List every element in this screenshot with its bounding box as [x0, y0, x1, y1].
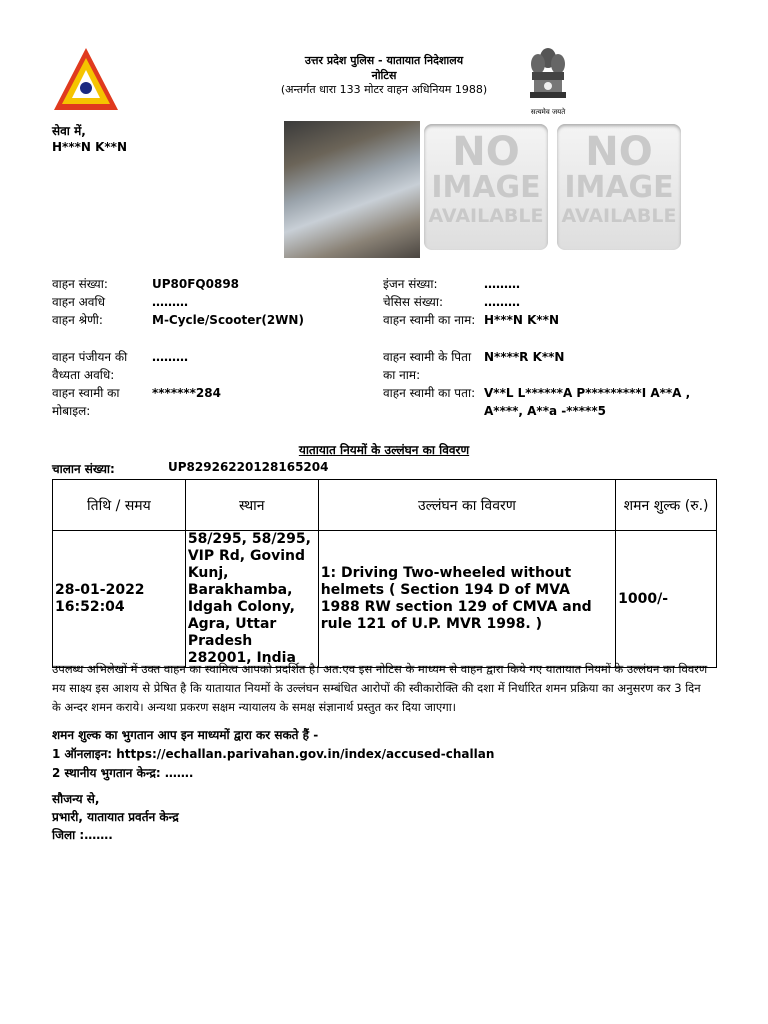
- payment-local-centre: 2 स्थानीय भुगतान केन्द्र: …….: [52, 766, 194, 780]
- value-chassis-number: ………: [484, 295, 520, 309]
- challan-number: UP82926220128165204: [168, 460, 329, 474]
- national-emblem: [526, 44, 570, 118]
- recipient-name: H***N K**N: [52, 140, 127, 154]
- value-engine-number: ………: [484, 277, 520, 291]
- officer-title: प्रभारी, यातायात प्रवर्तन केन्द्र: [52, 810, 179, 824]
- no-image-placeholder-2: NO IMAGE AVAILABLE: [557, 124, 681, 250]
- notice-paragraph: उपलब्ध अभिलेखों में उक्त वाहन का स्वामित्व आपको प्रदर्शित है। अत:एव इस नोटिस के माध्यम से वाहन द्वारा किये गए यातायात नियमों के उल्लंघन का विवरण मय साक्ष्य इस आशय से प्रेषित है कि यातायात नियमों के उल्लंघन सम्बंधित आरोपों की स्वीकारोक्ति की दशा में निर्धारित शमन प्रक्रिया का अनुसरण कर 3 दिन के अन्दर शमन कराये। अन्यथा प्रकरण सक्षम न्यायालय के समक्ष संज्ञानार्थ प्रस्तुत कर दिया जाएगा।: [52, 662, 708, 714]
- header-act: (अन्तर्गत धारा 133 मोटर वाहन अधिनियम 1988): [280, 83, 488, 96]
- district: जिला :…….: [52, 828, 113, 842]
- label-owner-mobile: वाहन स्वामी का मोबाइल:: [52, 386, 120, 418]
- table-header-row: [53, 480, 717, 531]
- salutation: सेवा में,: [52, 124, 86, 138]
- label-owner-name: वाहन स्वामी का नाम:: [383, 313, 476, 327]
- emblem-motto: सत्यमेव जयते: [530, 108, 566, 116]
- payment-heading: शमन शुल्क का भुगतान आप इन माध्यमों द्वारा कर सकते हैं -: [52, 728, 319, 742]
- col-fine: शमन शुल्क (रु.): [616, 480, 717, 531]
- challan-label: चालान संख्या:: [52, 462, 115, 476]
- value-vehicle-period: ………: [152, 295, 188, 309]
- value-owner-father-name: N****R K**N: [484, 350, 565, 364]
- cell-place: 58/295, 58/295, VIP Rd, Govind Kunj, Barakhamba, Idgah Colony, Agra, Uttar Pradesh 282001, India: [185, 531, 318, 668]
- value-owner-address: V**L L******A P*********I A**A , A****, A**a -*****5: [484, 386, 691, 418]
- payment-online[interactable]: 1 ऑनलाइन: https://echallan.parivahan.gov.in/index/accused-challan: [52, 747, 495, 761]
- label-registration-validity: वाहन पंजीयन की वैध्यता अवधि:: [52, 350, 128, 382]
- violation-table: [52, 479, 717, 668]
- cell-fine: 1000/-: [616, 531, 717, 668]
- cell-datetime: 28-01-2022 16:52:04: [53, 531, 186, 668]
- label-chassis-number: चेसिस संख्या:: [383, 295, 444, 309]
- col-datetime: तिथि / समय: [53, 480, 186, 531]
- violation-heading: यातायात नियमों के उल्लंघन का विवरण: [298, 443, 470, 457]
- col-place: स्थान: [185, 480, 318, 531]
- table-row: [53, 531, 717, 668]
- no-image-placeholder-1: NO IMAGE AVAILABLE: [424, 124, 548, 250]
- label-vehicle-number: वाहन संख्या:: [52, 277, 108, 291]
- value-owner-mobile: *******284: [152, 386, 221, 400]
- label-owner-address: वाहन स्वामी का पता:: [383, 386, 476, 400]
- value-vehicle-category: M-Cycle/Scooter(2WN): [152, 313, 304, 327]
- col-description: उल्लंघन का विवरण: [318, 480, 615, 531]
- value-owner-name: H***N K**N: [484, 313, 559, 327]
- label-vehicle-category: वाहन श्रेणी:: [52, 313, 103, 327]
- value-vehicle-number: UP80FQ0898: [152, 277, 240, 291]
- label-vehicle-period: वाहन अवधि: [52, 295, 105, 309]
- label-owner-father-name: वाहन स्वामी के पिता का नाम:: [383, 350, 472, 382]
- courtesy: सौजन्य से,: [52, 792, 100, 806]
- value-registration-validity: ………: [152, 350, 188, 364]
- header-notice: नोटिस: [371, 69, 397, 82]
- cell-description: 1: Driving Two-wheeled without helmets ( Section 194 D of MVA 1988 RW section 129 of CMVA and rule 121 of U.P. MVR 1998. ): [318, 531, 615, 668]
- evidence-photo: [284, 121, 420, 258]
- label-engine-number: इंजन संख्या:: [383, 277, 438, 291]
- header-title: उत्तर प्रदेश पुलिस - यातायात निदेशालय: [304, 54, 464, 67]
